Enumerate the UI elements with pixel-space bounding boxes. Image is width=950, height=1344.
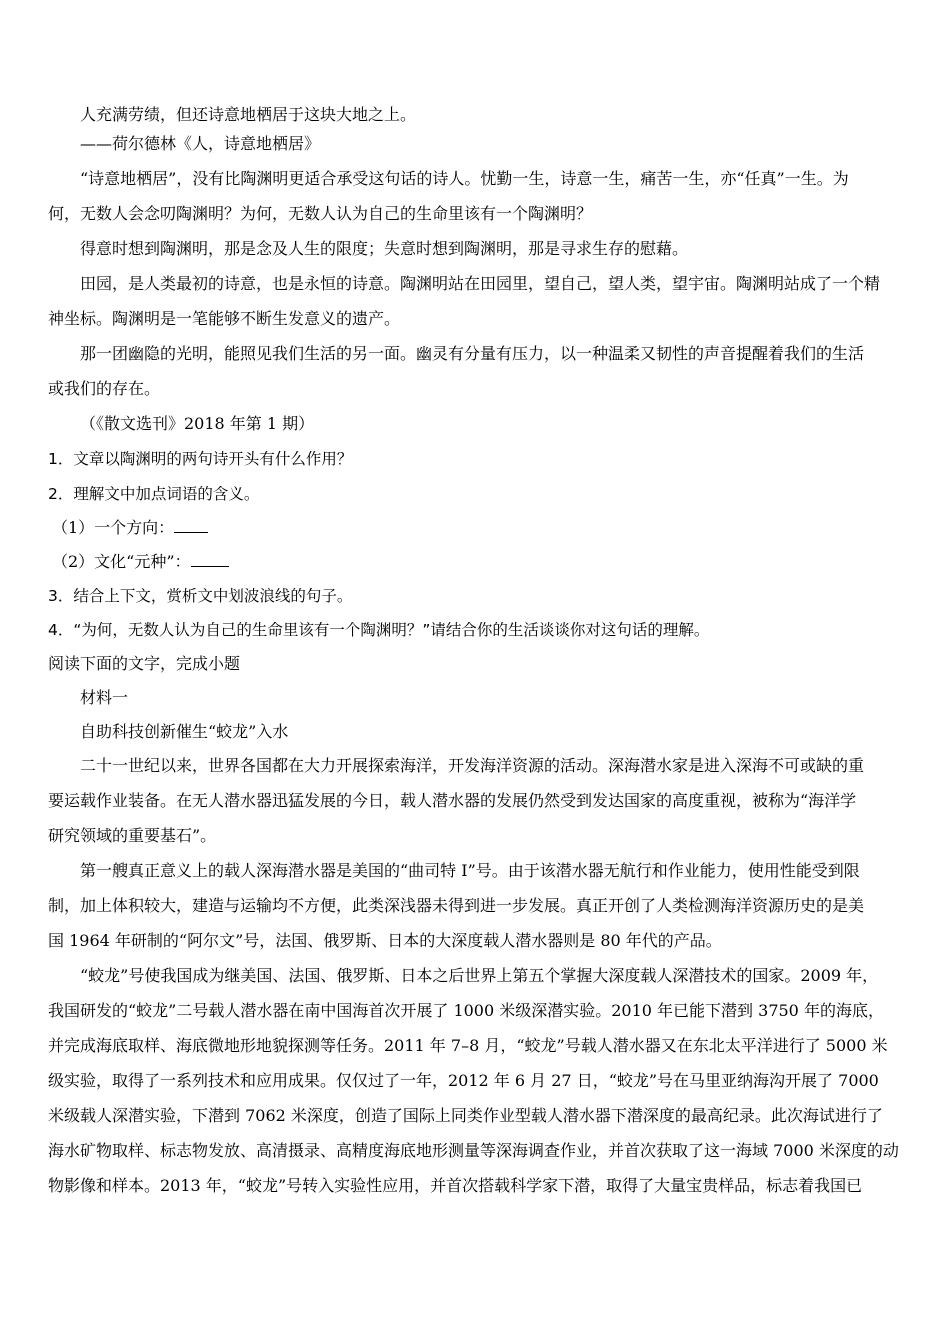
- paragraph-line: 或我们的存在。: [48, 379, 161, 398]
- paragraph-line: 物影像和样本。2013 年，“蛟龙”号转入实验性应用，并首次搭载科学家下潜，取得了大量宝贵样品，标志着我国已: [48, 1176, 863, 1195]
- paragraph-line: 第一艘真正意义上的载人深海潜水器是美国的“曲司特 I”号。由于该潜水器无航行和作业能力，使用性能受到限: [80, 861, 860, 880]
- paragraph-line: 神坐标。陶渊明是一笔能够不断生发意义的遗产。: [48, 309, 401, 328]
- paragraph-line: 米级载人深潜实验，下潜到 7062 米深度，创造了国际上同类作业型载人潜水器下潜深度的最高纪录。此次海试进行了: [48, 1106, 883, 1125]
- question-3: 3．结合上下文，赏析文中划波浪线的句子。: [48, 587, 353, 605]
- section-instruction: 阅读下面的文字，完成小题: [48, 654, 241, 673]
- source-citation: （《散文选刊》2018 年第 1 期）: [80, 414, 315, 433]
- paragraph-line: 海水矿物取样、标志物发放、高清摄录、高精度海底地形测量等深海调查作业，并首次获取了这一海域 7000 米深度的动: [48, 1141, 899, 1160]
- paragraph-line: 我国研发的“蛟龙”二号载人潜水器在南中国海首次开展了 1000 米级深潜实验。2010 年已能下潜到 3750 年的海底，: [48, 1001, 884, 1020]
- paragraph-line: 要运载作业装备。在无人潜水器迅猛发展的今日，载人潜水器的发展仍然受到发达国家的高度重视，被称为“海洋学: [48, 791, 857, 810]
- answer-blank[interactable]: [191, 552, 229, 567]
- paragraph-line: 并完成海底取样、海底微地形地貌探测等任务。2011 年 7–8 月，“蛟龙”号载人潜水器又在东北太平洋进行了 5000 米: [48, 1036, 888, 1055]
- paragraph-line: “蛟龙”号使我国成为继美国、法国、俄罗斯、日本之后世界上第五个掌握大深度载人深潜技术的国家。2009 年，: [80, 966, 879, 985]
- paragraph-line: 国 1964 年研制的“阿尔文”号，法国、俄罗斯、日本的大深度载人潜水器则是 80 年代的产品。: [48, 931, 722, 950]
- paragraph-line: 二十一世纪以来，世界各国都在大力开展探索海洋，开发海洋资源的活动。深海潜水家是进入深海不可或缺的重: [80, 756, 865, 775]
- question-1: 1．文章以陶渊明的两句诗开头有什么作用？: [48, 450, 353, 468]
- paragraph-line: 研究领域的重要基石”。: [48, 826, 217, 845]
- paragraph-line: 那一团幽隐的光明，能照见我们生活的另一面。幽灵有分量有压力，以一种温柔又韧性的声音提醒着我们的生活: [80, 344, 865, 363]
- question-4: 4．“为何，无数人认为自己的生命里该有一个陶渊明？”请结合你的生活谈谈你对这句话的理解。: [48, 621, 710, 639]
- poem-line: 人充满劳绩，但还诗意地栖居于这块大地之上。: [80, 105, 417, 124]
- paragraph-line: 级实验，取得了一系列技术和应用成果。仅仅过了一年，2012 年 6 月 27 日，“蛟龙”号在马里亚纳海沟开展了 7000: [48, 1071, 879, 1090]
- material-title: 自助科技创新催生“蛟龙”入水: [80, 722, 289, 741]
- paragraph-line: 何，无数人会念叨陶渊明？为何，无数人认为自己的生命里该有一个陶渊明？: [48, 204, 593, 223]
- answer-blank[interactable]: [174, 518, 208, 533]
- paragraph-line: “诗意地栖居”，没有比陶渊明更适合承受这句话的诗人。忧勤一生，诗意一生，痛苦一生，亦“任真”一生。为: [80, 169, 849, 188]
- question-2-part-1-label: （1）一个方向：: [52, 518, 175, 537]
- question-2-part-2-label: （2）文化“元种”：: [52, 552, 191, 571]
- question-2-part-2: [52, 551, 229, 573]
- paragraph-line: 田园，是人类最初的诗意，也是永恒的诗意。陶渊明站在田园里，望自己，望人类，望宇宙。陶渊明站成了一个精: [80, 274, 881, 293]
- material-label: 材料一: [80, 688, 129, 707]
- paragraph-line: 制，加上体积较大，建造与运输均不方便，此类深浅器未得到进一步发展。真正开创了人类检测海洋资源历史的是美: [48, 896, 865, 915]
- question-2: 2．理解文中加点词语的含义。: [48, 485, 260, 503]
- question-2-part-1: [52, 517, 208, 539]
- poem-attribution: ——荷尔德林《人，诗意地栖居》: [80, 134, 321, 153]
- paragraph-line: 得意时想到陶渊明，那是念及人生的限度；失意时想到陶渊明，那是寻求生存的慰藉。: [80, 239, 689, 258]
